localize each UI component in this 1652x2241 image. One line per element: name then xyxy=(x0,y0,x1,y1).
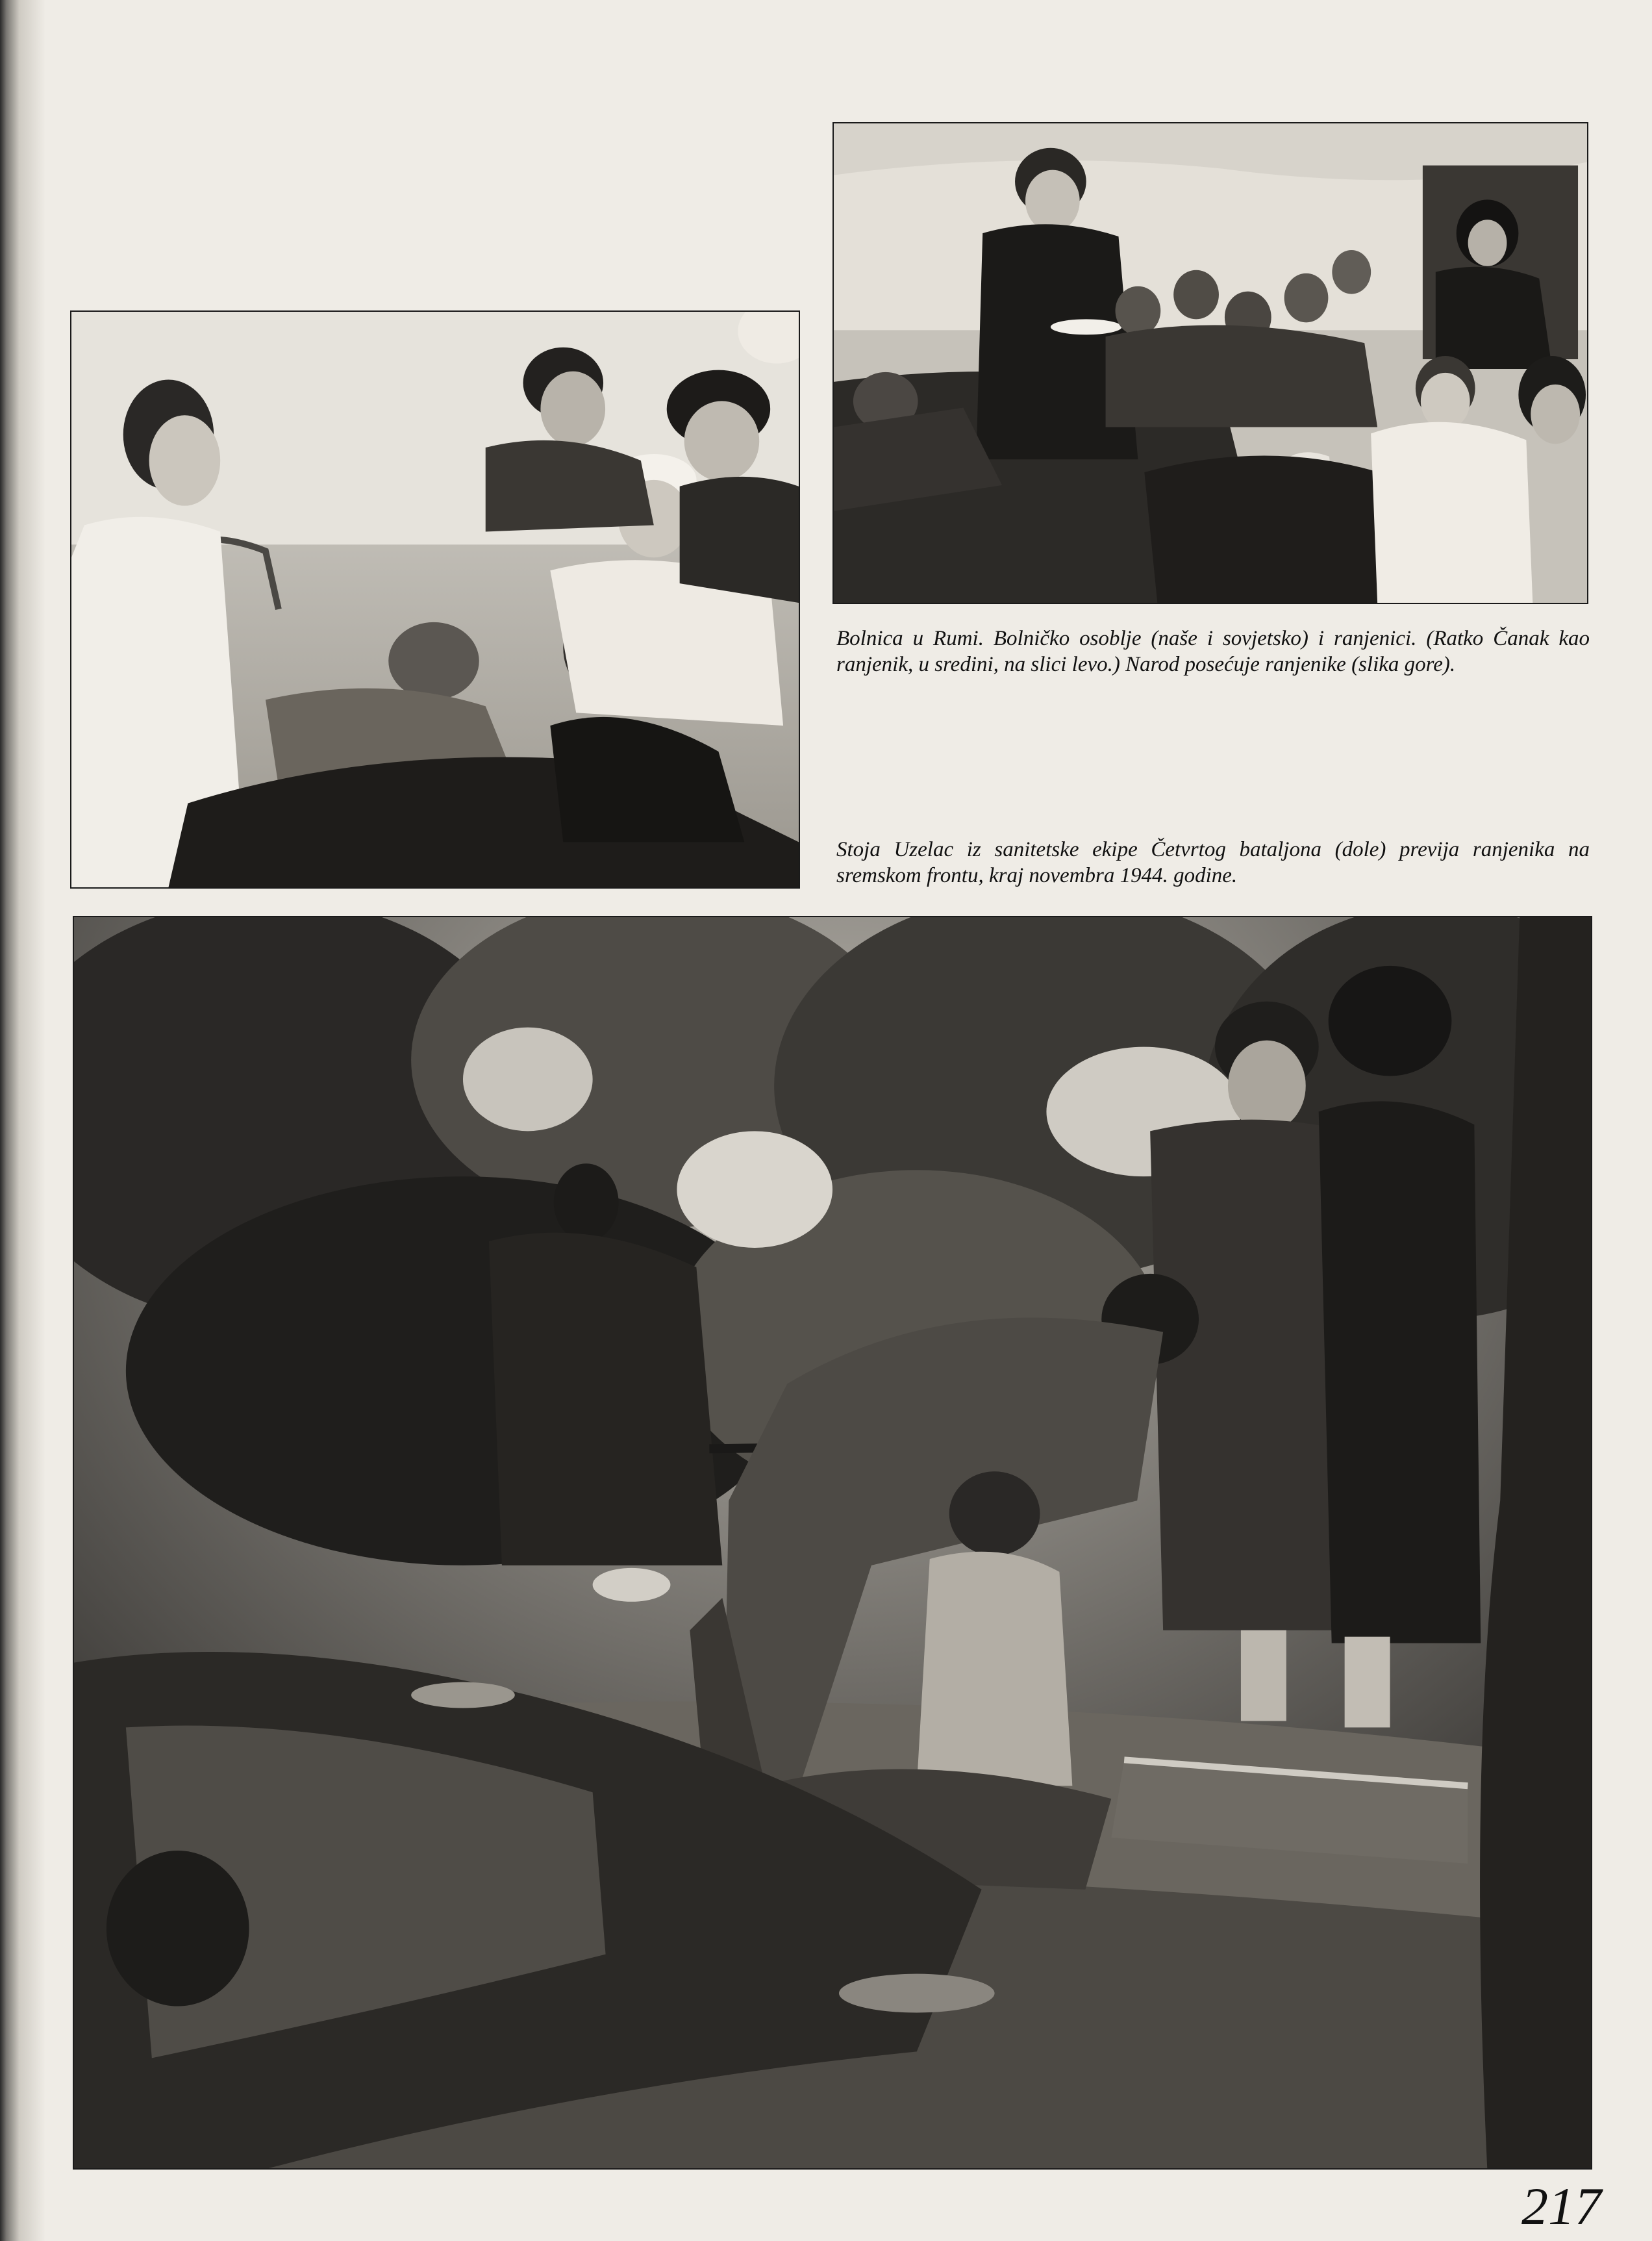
field-dressing-photo-image xyxy=(74,917,1591,2168)
photo-hospital-ward xyxy=(70,310,800,889)
photo-visitors-in-ward xyxy=(832,122,1588,604)
caption-hospital: Bolnica u Rumi. Bolničko osoblje (naše i sovjetsko) i ranjenici. (Ratko Čanak kao ranjenik, u sredini, na slici levo.) Narod posećuje ranjenike (slika gore). xyxy=(836,627,1590,676)
page-number: 217 xyxy=(1521,2177,1601,2236)
page-gutter-shadow xyxy=(0,0,45,2241)
photo-field-dressing xyxy=(73,916,1592,2170)
caption-front: Stoja Uzelac iz sanitetske ekipe Četvrtog bataljona (dole) previja ranjenika na sremskom frontu, kraj novembra 1944. godine. xyxy=(836,838,1590,887)
hospital-ward-photo-image xyxy=(71,312,799,887)
visitors-photo-image xyxy=(834,123,1587,603)
